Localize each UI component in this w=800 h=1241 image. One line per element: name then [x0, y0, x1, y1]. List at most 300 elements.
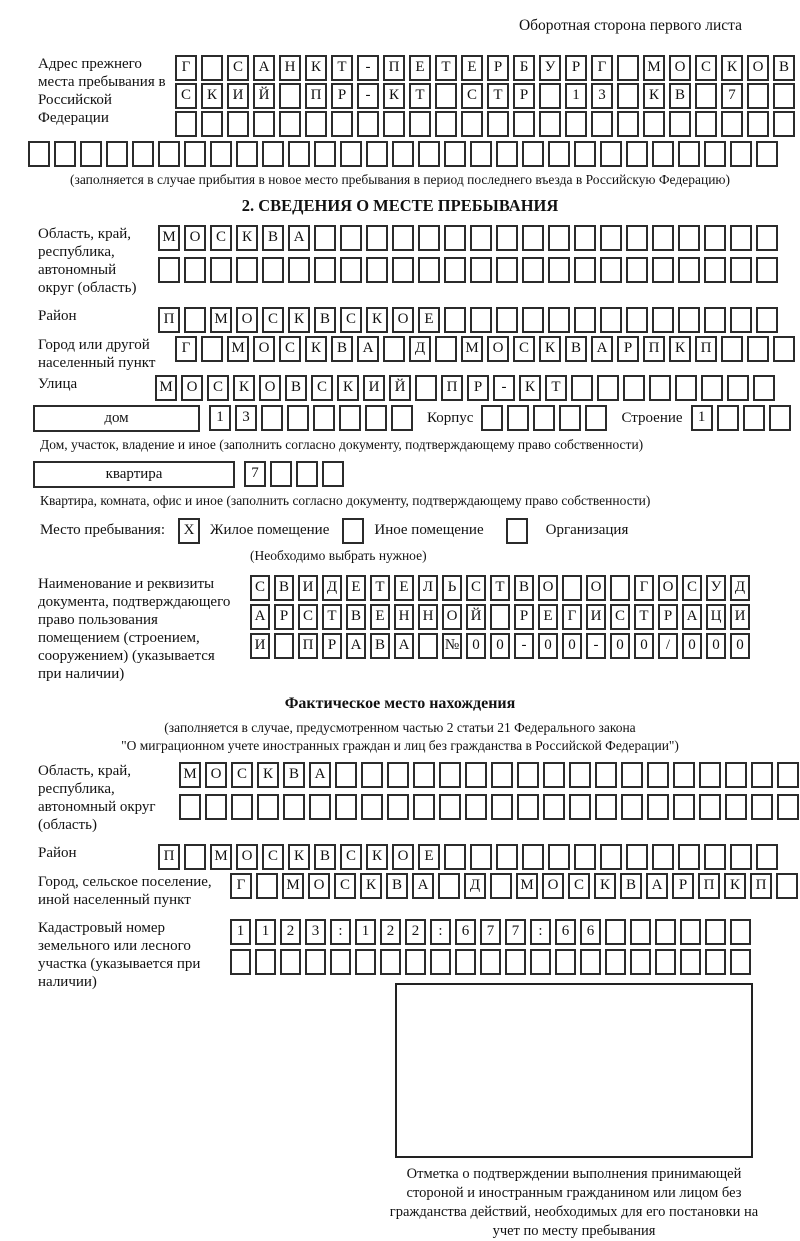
- char-box: Е: [394, 575, 414, 601]
- char-box: П: [298, 633, 318, 659]
- char-box: [418, 633, 438, 659]
- char-box: [409, 111, 431, 137]
- char-box: К: [305, 55, 327, 81]
- char-box: [610, 575, 630, 601]
- char-box: С: [695, 55, 717, 81]
- char-box: С: [682, 575, 702, 601]
- char-box: [205, 794, 227, 820]
- char-box: [418, 141, 440, 167]
- char-box: [539, 111, 561, 137]
- char-box: О: [253, 336, 275, 362]
- char-box: [701, 375, 723, 401]
- char-box: [487, 111, 509, 137]
- char-box: 0: [490, 633, 510, 659]
- char-box: А: [412, 873, 434, 899]
- char-box: [756, 844, 778, 870]
- char-box: [652, 141, 674, 167]
- char-box: К: [257, 762, 279, 788]
- char-box: [435, 83, 457, 109]
- actual-district-block: [38, 844, 800, 870]
- char-box: П: [698, 873, 720, 899]
- char-box: [391, 405, 413, 431]
- char-box: [753, 375, 775, 401]
- char-box: [548, 307, 570, 333]
- stroenie-char-row: [691, 405, 791, 431]
- char-box: К: [337, 375, 359, 401]
- checkbox-other-premises: [342, 518, 364, 544]
- char-box: [643, 111, 665, 137]
- char-box: [54, 141, 76, 167]
- char-box: [355, 949, 376, 975]
- cadastre-block: [38, 919, 800, 991]
- char-box: В: [386, 873, 408, 899]
- char-box: [600, 225, 622, 251]
- char-box: 3: [235, 405, 257, 431]
- char-box: С: [311, 375, 333, 401]
- char-box: Н: [394, 604, 414, 630]
- char-box: [747, 336, 769, 362]
- char-box: [626, 257, 648, 283]
- char-box: [256, 873, 278, 899]
- actual-city-block: [38, 873, 800, 909]
- char-box: [777, 794, 799, 820]
- char-box: И: [363, 375, 385, 401]
- char-box: Р: [274, 604, 294, 630]
- char-box: [435, 336, 457, 362]
- char-box: [444, 141, 466, 167]
- prev-address-char-row-2: [175, 83, 795, 109]
- char-box: [283, 794, 305, 820]
- char-box: [380, 949, 401, 975]
- apartment-field-label: квартира: [105, 465, 163, 482]
- char-box: К: [539, 336, 561, 362]
- stay-type-note: (Необходимо выбрать нужное): [250, 547, 427, 563]
- char-box: С: [340, 844, 362, 870]
- char-box: [491, 762, 513, 788]
- document-char-row-2: [250, 604, 750, 630]
- char-box: [444, 225, 466, 251]
- char-box: [522, 844, 544, 870]
- char-box: К: [383, 83, 405, 109]
- city-label: Город или другой населенный пункт: [38, 336, 156, 371]
- house-field-box: [33, 405, 200, 432]
- char-box: 2: [405, 919, 426, 945]
- apartment-field-box: [33, 461, 235, 488]
- char-box: [366, 225, 388, 251]
- char-box: [444, 307, 466, 333]
- region-rows: [158, 225, 778, 289]
- char-box: [392, 225, 414, 251]
- char-box: М: [210, 844, 232, 870]
- char-box: П: [695, 336, 717, 362]
- char-box: [548, 225, 570, 251]
- char-box: К: [519, 375, 541, 401]
- char-box: [678, 844, 700, 870]
- char-box: [158, 257, 180, 283]
- char-box: [777, 762, 799, 788]
- char-box: [340, 225, 362, 251]
- char-box: [287, 405, 309, 431]
- char-box: [626, 141, 648, 167]
- char-box: С: [210, 225, 232, 251]
- char-box: [680, 949, 701, 975]
- char-box: [543, 762, 565, 788]
- char-box: [730, 844, 752, 870]
- char-box: С: [175, 83, 197, 109]
- char-box: [717, 405, 739, 431]
- char-box: Р: [565, 55, 587, 81]
- char-box: С: [227, 55, 249, 81]
- char-box: 7: [505, 919, 526, 945]
- char-box: /: [658, 633, 678, 659]
- char-box: [730, 141, 752, 167]
- char-box: [261, 405, 283, 431]
- char-box: Е: [418, 307, 440, 333]
- char-box: Е: [418, 844, 440, 870]
- char-box: [279, 111, 301, 137]
- char-box: [210, 141, 232, 167]
- char-box: [522, 141, 544, 167]
- char-box: [340, 141, 362, 167]
- section2-title: 2. СВЕДЕНИЯ О МЕСТЕ ПРЕБЫВАНИЯ: [241, 195, 559, 215]
- char-box: [730, 307, 752, 333]
- prev-address-block: [38, 55, 800, 139]
- document-char-row-1: [250, 575, 750, 601]
- char-box: Т: [634, 604, 654, 630]
- char-box: [280, 949, 301, 975]
- char-box: 1: [565, 83, 587, 109]
- actual-region-block: [38, 762, 800, 834]
- option-other-premises-label: Иное помещение: [374, 522, 484, 539]
- char-box: [305, 111, 327, 137]
- char-box: И: [227, 83, 249, 109]
- char-box: П: [305, 83, 327, 109]
- stroenie-label: Строение: [621, 409, 683, 426]
- char-box: [201, 55, 223, 81]
- char-box: [314, 141, 336, 167]
- char-box: [621, 794, 643, 820]
- char-box: Н: [418, 604, 438, 630]
- char-box: К: [594, 873, 616, 899]
- char-box: С: [207, 375, 229, 401]
- char-box: :: [530, 919, 551, 945]
- char-box: М: [179, 762, 201, 788]
- char-box: [470, 844, 492, 870]
- char-box: [756, 307, 778, 333]
- char-box: 2: [280, 919, 301, 945]
- char-box: С: [513, 336, 535, 362]
- char-box: О: [205, 762, 227, 788]
- char-box: 0: [682, 633, 702, 659]
- char-box: [751, 794, 773, 820]
- char-box: [255, 949, 276, 975]
- char-box: [253, 111, 275, 137]
- char-box: [522, 257, 544, 283]
- char-box: [695, 83, 717, 109]
- char-box: [621, 762, 643, 788]
- stay-type-label: Место пребывания:: [40, 522, 165, 539]
- char-box: Д: [730, 575, 750, 601]
- char-box: 3: [591, 83, 613, 109]
- char-box: [669, 111, 691, 137]
- actual-location-note-1: (заполняется в случае, предусмотренном частью 2 статьи 21 Федерального закона: [164, 719, 636, 735]
- char-box: [444, 844, 466, 870]
- char-box: Р: [467, 375, 489, 401]
- char-box: [585, 405, 607, 431]
- char-box: [530, 949, 551, 975]
- char-box: [559, 405, 581, 431]
- char-box: О: [184, 225, 206, 251]
- char-box: [605, 949, 626, 975]
- char-box: М: [210, 307, 232, 333]
- char-box: А: [394, 633, 414, 659]
- option-residential-label: Жилое помещение: [210, 522, 330, 539]
- district-block: [38, 307, 800, 333]
- char-box: А: [288, 225, 310, 251]
- char-box: [652, 257, 674, 283]
- char-box: [262, 257, 284, 283]
- char-box: [705, 919, 726, 945]
- char-box: [539, 83, 561, 109]
- char-box: В: [620, 873, 642, 899]
- char-box: [595, 762, 617, 788]
- char-box: П: [441, 375, 463, 401]
- char-box: И: [250, 633, 270, 659]
- char-box: А: [646, 873, 668, 899]
- char-box: 0: [538, 633, 558, 659]
- street-char-row: [155, 375, 775, 401]
- char-box: [236, 141, 258, 167]
- char-box: [365, 405, 387, 431]
- char-box: [623, 375, 645, 401]
- char-box: П: [158, 307, 180, 333]
- region-char-row-2: [158, 257, 778, 283]
- char-box: Е: [370, 604, 390, 630]
- char-box: [383, 336, 405, 362]
- house-block: [33, 405, 800, 432]
- actual-region-char-row-2: [179, 794, 799, 820]
- char-box: 6: [555, 919, 576, 945]
- city-char-row: [175, 336, 795, 362]
- char-box: П: [383, 55, 405, 81]
- char-box: -: [586, 633, 606, 659]
- char-box: [617, 111, 639, 137]
- char-box: [600, 257, 622, 283]
- char-box: В: [283, 762, 305, 788]
- char-box: К: [201, 83, 223, 109]
- char-box: В: [262, 225, 284, 251]
- char-box: С: [568, 873, 590, 899]
- char-box: [569, 794, 591, 820]
- char-box: А: [357, 336, 379, 362]
- char-box: [678, 225, 700, 251]
- prev-address-label: Адрес прежнего места пребывания в Российской Федерации: [38, 56, 166, 126]
- char-box: [704, 225, 726, 251]
- confirmation-stamp-area: [395, 983, 753, 1158]
- char-box: К: [305, 336, 327, 362]
- char-box: [413, 762, 435, 788]
- char-box: О: [442, 604, 462, 630]
- char-box: В: [285, 375, 307, 401]
- document-block: [38, 575, 800, 683]
- char-box: [565, 111, 587, 137]
- char-box: [626, 307, 648, 333]
- cadastre-char-row-1: [230, 919, 751, 945]
- char-box: [595, 794, 617, 820]
- char-box: [555, 949, 576, 975]
- actual-region-label: Область, край, республика, автономный округ (область): [38, 763, 156, 834]
- char-box: Р: [514, 604, 534, 630]
- cadastre-char-row-2: [230, 949, 751, 975]
- char-box: [470, 257, 492, 283]
- char-box: [210, 257, 232, 283]
- apartment-block: [33, 461, 800, 488]
- char-box: А: [591, 336, 613, 362]
- char-box: П: [750, 873, 772, 899]
- char-box: Р: [331, 83, 353, 109]
- char-box: [743, 405, 765, 431]
- char-box: К: [360, 873, 382, 899]
- char-box: В: [773, 55, 795, 81]
- char-box: [571, 375, 593, 401]
- char-box: [288, 257, 310, 283]
- char-box: [630, 949, 651, 975]
- char-box: А: [309, 762, 331, 788]
- char-box: [132, 141, 154, 167]
- char-box: [704, 141, 726, 167]
- char-box: [357, 111, 379, 137]
- char-box: О: [586, 575, 606, 601]
- char-box: [721, 111, 743, 137]
- char-box: О: [542, 873, 564, 899]
- char-box: Г: [175, 55, 197, 81]
- char-box: №: [442, 633, 462, 659]
- street-label: Улица: [38, 375, 78, 392]
- prev-address-char-row-3: [175, 111, 795, 137]
- char-box: [227, 111, 249, 137]
- char-box: [236, 257, 258, 283]
- char-box: К: [288, 844, 310, 870]
- char-box: [652, 844, 674, 870]
- char-box: [678, 141, 700, 167]
- char-box: [678, 307, 700, 333]
- char-box: И: [586, 604, 606, 630]
- char-box: Й: [466, 604, 486, 630]
- char-box: К: [366, 844, 388, 870]
- char-box: [673, 794, 695, 820]
- char-box: О: [392, 844, 414, 870]
- char-box: [522, 307, 544, 333]
- char-box: [335, 762, 357, 788]
- char-box: [305, 949, 326, 975]
- char-box: [179, 794, 201, 820]
- prev-address-rows: [175, 55, 795, 139]
- char-box: -: [357, 83, 379, 109]
- char-box: [678, 257, 700, 283]
- char-box: 0: [634, 633, 654, 659]
- char-box: С: [466, 575, 486, 601]
- char-box: [490, 604, 510, 630]
- char-box: [695, 111, 717, 137]
- char-box: [652, 307, 674, 333]
- char-box: 1: [255, 919, 276, 945]
- city-block: [38, 336, 800, 372]
- char-box: [175, 111, 197, 137]
- char-box: [626, 225, 648, 251]
- char-box: В: [314, 844, 336, 870]
- char-box: 3: [305, 919, 326, 945]
- char-box: [533, 405, 555, 431]
- char-box: Г: [562, 604, 582, 630]
- char-box: Р: [672, 873, 694, 899]
- street-block: [38, 375, 800, 401]
- char-box: [361, 762, 383, 788]
- char-box: В: [346, 604, 366, 630]
- char-box: [574, 257, 596, 283]
- char-box: 0: [466, 633, 486, 659]
- char-box: В: [370, 633, 390, 659]
- char-box: [418, 225, 440, 251]
- char-box: [313, 405, 335, 431]
- char-box: О: [259, 375, 281, 401]
- char-box: 0: [610, 633, 630, 659]
- char-box: А: [682, 604, 702, 630]
- char-box: С: [610, 604, 630, 630]
- char-box: [548, 141, 570, 167]
- actual-location-title: Фактическое место нахождения: [284, 694, 516, 712]
- char-box: К: [643, 83, 665, 109]
- char-box: [776, 873, 798, 899]
- char-box: [591, 111, 613, 137]
- char-box: [201, 336, 223, 362]
- char-box: [630, 919, 651, 945]
- char-box: [600, 307, 622, 333]
- char-box: [675, 375, 697, 401]
- char-box: Н: [279, 55, 301, 81]
- char-box: Г: [175, 336, 197, 362]
- char-box: [730, 919, 751, 945]
- apartment-note: Квартира, комната, офис и иное (заполнить согласно документу, подтверждающему право собственности): [40, 492, 651, 508]
- char-box: [507, 405, 529, 431]
- char-box: [699, 762, 721, 788]
- char-box: [257, 794, 279, 820]
- char-box: [438, 873, 460, 899]
- char-box: [730, 257, 752, 283]
- char-box: [340, 257, 362, 283]
- district-char-row: [158, 307, 778, 333]
- char-box: [649, 375, 671, 401]
- apartment-char-row: [244, 461, 344, 487]
- char-box: [392, 141, 414, 167]
- char-box: 6: [580, 919, 601, 945]
- char-box: С: [340, 307, 362, 333]
- char-box: Т: [322, 604, 342, 630]
- char-box: Е: [538, 604, 558, 630]
- char-box: [455, 949, 476, 975]
- region-char-row-1: [158, 225, 778, 251]
- char-box: 1: [230, 919, 251, 945]
- char-box: [490, 873, 512, 899]
- char-box: М: [643, 55, 665, 81]
- char-box: [496, 844, 518, 870]
- char-box: [747, 83, 769, 109]
- char-box: [335, 794, 357, 820]
- char-box: В: [331, 336, 353, 362]
- char-box: [465, 762, 487, 788]
- char-box: У: [539, 55, 561, 81]
- char-box: О: [669, 55, 691, 81]
- char-box: [522, 225, 544, 251]
